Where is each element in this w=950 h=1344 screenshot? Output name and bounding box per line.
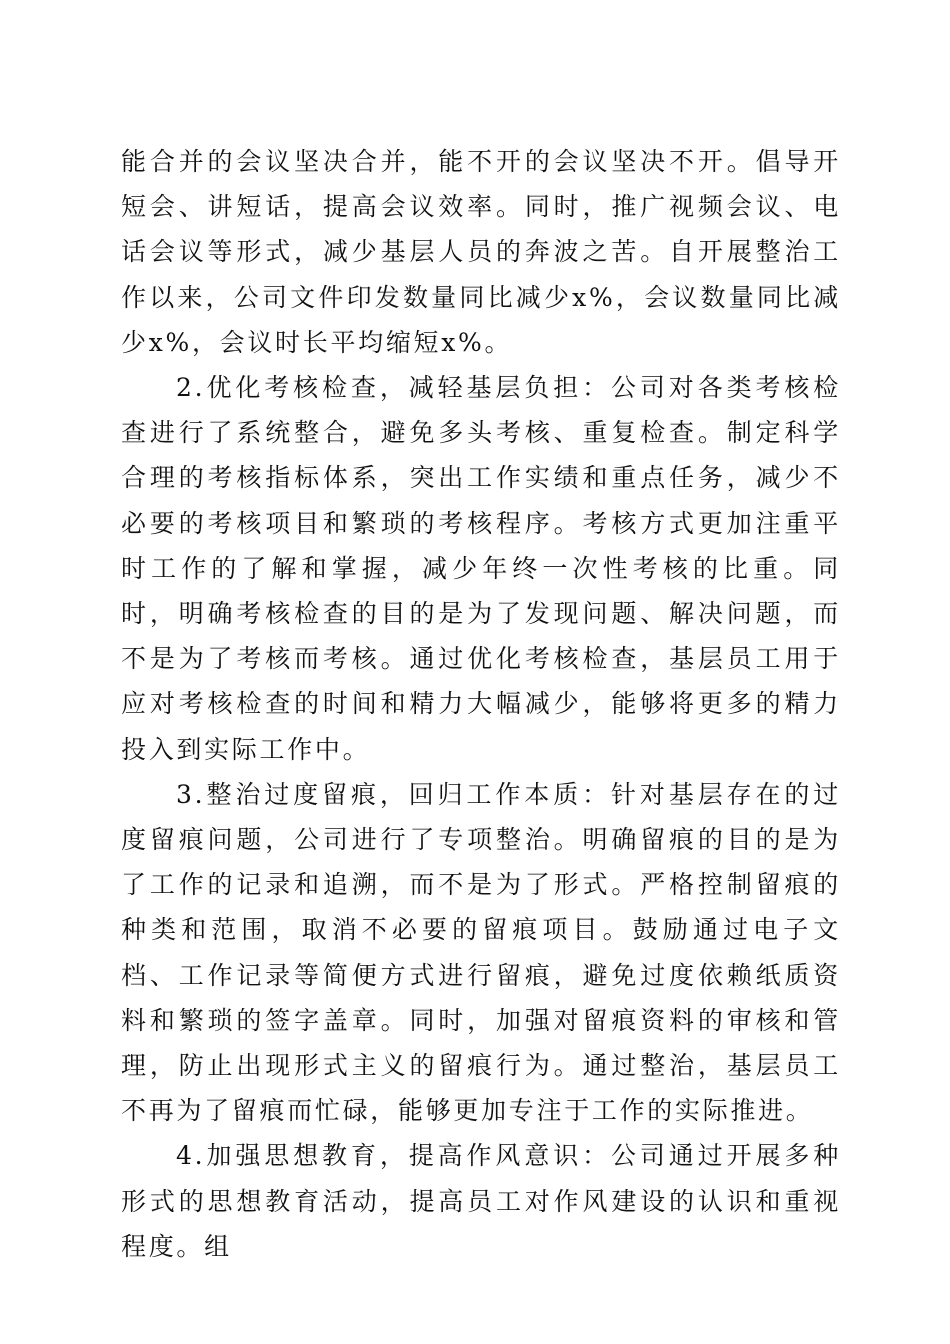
document-body xyxy=(121,139,841,1269)
paragraph-item-3: 3.整治过度留痕，回归工作本质：针对基层存在的过度留痕问题，公司进行了专项整治。明确留痕的目的是为了工作的记录和追溯，而不是为了形式。严格控制留痕的种类和范围，取消不必要的留痕项目。鼓励通过电子文档、工作记录等简便方式进行留痕，避免过度依赖纸质资料和繁琐的签字盖章。同时，加强对留痕资料的审核和管理，防止出现形式主义的留痕行为。通过整治，基层员工不再为了留痕而忙碌，能够更加专注于工作的实际推进。 xyxy=(121,779,841,1126)
paragraph-item-2: 2.优化考核检查，减轻基层负担：公司对各类考核检查进行了系统整合，避免多头考核、重复检查。制定科学合理的考核指标体系，突出工作实绩和重点任务，减少不必要的考核项目和繁琐的考核程序。考核方式更加注重平时工作的了解和掌握，减少年终一次性考核的比重。同时，明确考核检查的目的是为了发现问题、解决问题，而不是为了考核而考核。通过优化考核检查，基层员工用于应对考核检查的时间和精力大幅减少，能够将更多的精力投入到实际工作中。 xyxy=(121,373,841,764)
paragraph-continued: 能合并的会议坚决合并，能不开的会议坚决不开。倡导开短会、讲短话，提高会议效率。同时，推广视频会议、电话会议等形式，减少基层人员的奔波之苦。自开展整治工作以来，公司文件印发数量同比减少x%，会议数量同比减少x%，会议时长平均缩短x%。 xyxy=(121,147,841,357)
paragraph-item-4: 4.加强思想教育，提高作风意识：公司通过开展多种形式的思想教育活动，提高员工对作风建设的认识和重视程度。组 xyxy=(121,1141,841,1261)
